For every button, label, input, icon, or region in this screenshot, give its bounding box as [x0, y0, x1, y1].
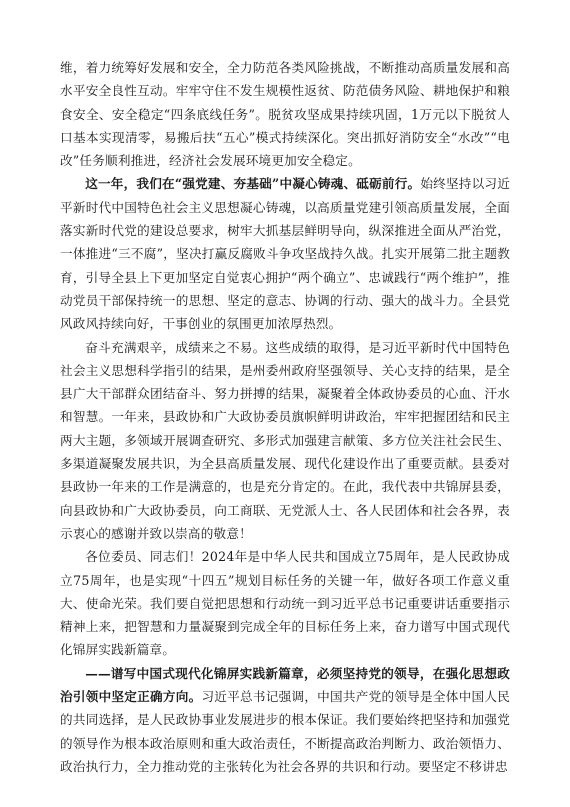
paragraph-2-heading: 这一年，我们在“强党建、夯基础”中凝心铸魂、砥砺前行。 [85, 176, 421, 192]
paragraph-5-text: 习近平总书记强调，中国共产党的领导是全体中国人民的共同选择，是人民政协事业发展进步的根本保证。我们要始终把坚持和加强党的领导作为根本政治原则和重大政治责任，不断提高政治判断力、政治领悟力、政治执行力，全力推动党的主张转化为社会各界的共识和行动。要坚定不移讲忠 [60, 689, 510, 774]
paragraph-3-text: 奋斗充满艰辛，成绩来之不易。这些成绩的取得，是习近平新时代中国特色社会主义思想科学指引的结果，是州委州政府坚强领导、关心支持的结果，是全县广大干部群众团结奋斗、努力拼搏的结果，凝聚着全体政协委员的心血、汗水和智慧。一年来，县政协和广大政协委员旗帜鲜明讲政治，牢牢把握团结和民主两大主题，多领域开展调查研究、多形式加强建言献策、多方位关注社会民生、多渠道凝聚发展共识，为全县高质量发展、现代化建设作出了重要贡献。县委对县政协一年来的工作是满意的，也是充分肯定的。在此，我代表中共锦屏县委，向县政协和广大政协委员，向工商联、无党派人士、各人民团体和社会各界，表示衷心的感谢并致以崇高的敬意！ [60, 339, 510, 541]
paragraph-4-text: 各位委员、同志们！2024年是中华人民共和国成立75周年，是人民政协成立75周年，也是实现“十四五”规划目标任务的关键一年，做好各项工作意义重大、使命光荣。我们要自觉把思想和行动统一到习近平总书记重要讲话重要指示精神上来，把智慧和力量凝聚到完成全年的目标任务上来，奋力谱写中国式现代化锦屏实践新篇章。 [60, 549, 510, 658]
paragraph-3 [60, 336, 510, 546]
paragraph-5-heading: ——谱写中国式现代化锦屏实践新篇章，必须坚持党的领导，在强化思想政治引领中坚定正确方向。 [60, 665, 510, 705]
paragraph-1-text: 维，着力统筹好发展和安全，全力防范各类风险挑战，不断推动高质量发展和高水平安全良性互动。牢牢守住不发生规模性返贫、防范债务风险、耕地保护和粮食安全、安全稳定“四条底线任务”。脱贫攻坚成果持续巩固，1万元以下脱贫人口基本实现清零，易搬后扶“五心”模式持续深化。突出抓好消防安全“水改”“电改”任务顺利推进，经济社会发展环境更加安全稳定。 [60, 60, 510, 169]
paragraph-2-text: 始终坚持以习近平新时代中国特色社会主义思想凝心铸魂，以高质量党建引领高质量发展，全面落实新时代党的建设总要求，树牢大抓基层鲜明导向，纵深推进全面从严治党，一体推进“三不腐”，坚决打赢反腐败斗争攻坚战持久战。扎实开展第二批主题教育，引导全县上下更加坚定自觉衷心拥护“两个确立”、忠诚践行“两个维护”，推动党员干部保持统一的思想、坚定的意志、协调的行动、强大的战斗力。全县党风政风持续向好，干事创业的氛围更加浓厚热烈。 [60, 176, 510, 332]
paragraph-2 [60, 172, 510, 335]
paragraph-5 [60, 662, 510, 778]
paragraph-4 [60, 545, 510, 661]
paragraph-1 [60, 56, 510, 172]
